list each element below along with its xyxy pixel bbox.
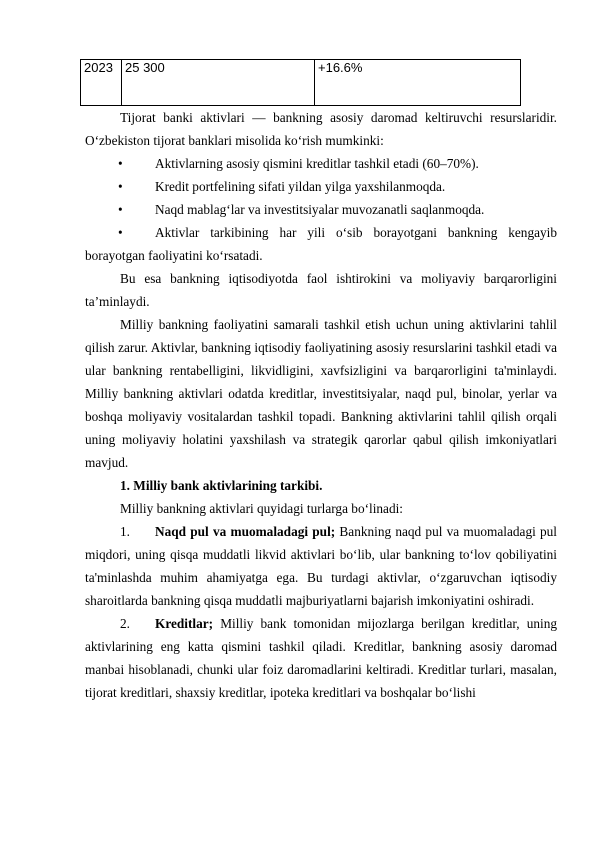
bullet-item: • Kredit portfelining sifati yildan yilga yaxshilanmoqda. <box>85 175 557 198</box>
paragraph-3: Milliy bankning faoliyatini samarali tashkil etish uchun uning aktivlarini tahlil qilish zarur. Aktivlar, bankning iqtisodiy faoliyatining asosiy resurslarini tashkil etadi va ular bankning rentabelligini, likvidligini, xavfsizligini va barqarorligini ta'minlaydi. Milliy bankning aktivlari odatda kreditlar, investitsiyalar, naqd pul, binolar, yerlar va boshqa moliyaviy vositalardan tashkil topadi. Bankning aktivlarini tahlil qilish orqali uning moliyaviy holatini yaxshilash va strategik qarorlar qabul qilish imkoniyatlari mavjud. <box>85 317 557 470</box>
bullet-icon: • <box>118 156 123 171</box>
numbered-item-2: 2. Kreditlar; Milliy bank tomonidan mijozlarga berilgan kreditlar, uning aktivlarining eng katta qismini tashkil qiladi. Kreditlar, bankning asosiy daromad manbai hisoblanadi, chunki ular foiz daromadlarini keltiradi. Kreditlar turlari, masalan, tijorat kreditlari, shaxsiy kreditlar, ipoteka kreditlari va boshqalar bo‘lishi <box>85 616 557 700</box>
data-table <box>80 59 521 106</box>
bullet-icon: • <box>118 202 123 217</box>
table-cell-growth: +16.6% <box>315 60 521 106</box>
document-body <box>85 106 557 704</box>
table-cell-value: 25 300 <box>122 60 315 106</box>
section-heading: 1. Milliy bank aktivlarining tarkibi. <box>120 478 323 493</box>
bullet-icon: • <box>118 179 123 194</box>
bullet-icon: • <box>118 225 123 240</box>
bullet-item: • Naqd mablag‘lar va investitsiyalar muvozanatli saqlanmoqda. <box>85 198 557 221</box>
paragraph-intro: Tijorat banki aktivlari — bankning asosiy daromad keltiruvchi resurslaridir. O‘zbekiston tijorat banklari misolida ko‘rish mumkinki: <box>85 110 557 148</box>
table-row <box>81 60 521 106</box>
numbered-item-1: 1. Naqd pul va muomaladagi pul; Bankning naqd pul va muomaladagi pul miqdori, uning qisqa muddatli likvid aktivlari bo‘lib, ular bankning to‘lov qobiliyatini ta'minlashda muhim ahamiyatga ega. Bu turdagi aktivlar, o‘zgaruvchan iqtisodiy sharoitlarda bankning qisqa muddatli majburiyatlarni bajarish imkoniyatini oshiradi. <box>85 524 557 608</box>
paragraph-4: Milliy bankning aktivlari quyidagi turlarga bo‘linadi: <box>120 501 404 516</box>
bullet-item: • Aktivlarning asosiy qismini kreditlar tashkil etadi (60–70%). <box>85 152 557 175</box>
bullet-item: • Aktivlar tarkibining har yili o‘sib borayotgani bankning kengayib borayotgan faoliyatini ko‘rsatadi. <box>85 221 557 267</box>
table-cell-year: 2023 <box>81 60 122 106</box>
paragraph-2: Bu esa bankning iqtisodiyotda faol ishtirokini va moliyaviy barqarorligini ta’minlaydi. <box>85 271 557 309</box>
